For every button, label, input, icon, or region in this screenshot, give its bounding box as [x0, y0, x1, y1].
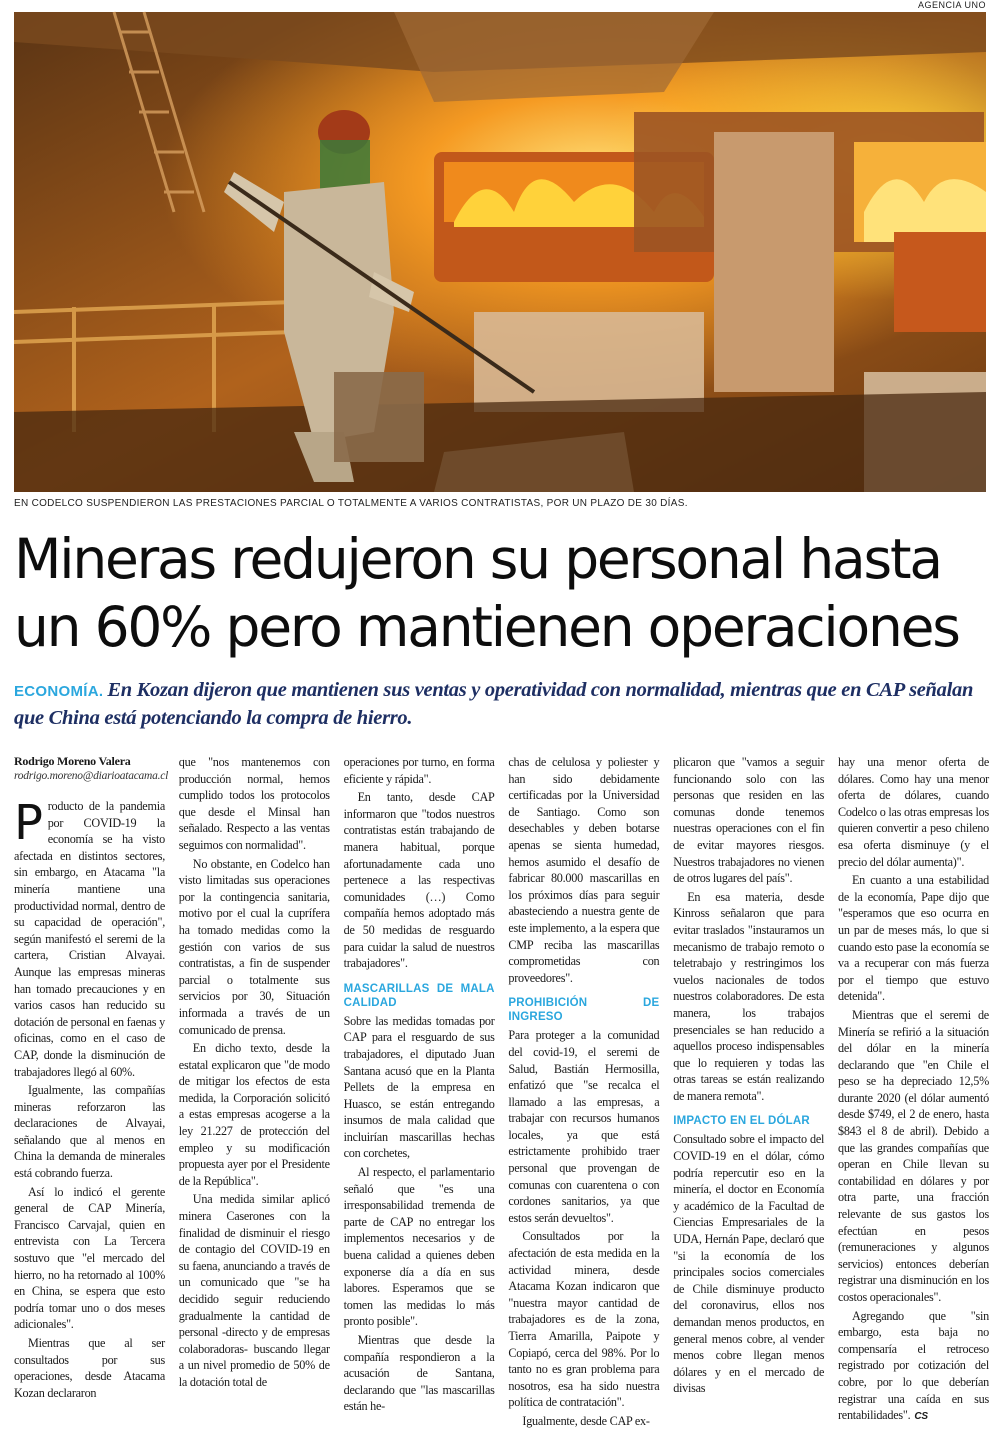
author-email[interactable]: rodrigo.moreno@diarioatacama.cl	[14, 770, 169, 782]
paragraph: Mientras que al ser consultados por sus operaciones, desde Atacama Kozan declararon	[14, 1336, 165, 1400]
paragraph-text: Agregando que "sin embargo, esta baja no compensaría el retroceso registrado por cotización del cobre, por lo que deberían registrar una caída en sus rentabilidades".	[837, 1308, 989, 1423]
paragraph	[838, 1308, 989, 1424]
paragraph: En cuanto a una estabilidad de la economía, Pape dijo que "esperamos que eso ocurra en un par de meses más, lo que si cuando esto pase la economía se va a recuperar con más fuerza por el tiempo que estuvo detenida".	[837, 873, 989, 1004]
photo-caption: EN CODELCO SUSPENDIERON LAS PRESTACIONES PARCIAL O TOTALMENTE A VARIOS CONTRATISTAS, POR UN PLAZO DE 30 DÍAS.	[14, 498, 688, 509]
article-headline	[14, 525, 989, 661]
headline-line-2: un 60% pero mantienen operaciones	[14, 595, 959, 659]
paragraph: hay una menor oferta de dólares. Como hay una menor oferta de dólares, cuando Codelco o las otras empresas los quieren convertir a peso chileno esa oferta disminuye (y el precio del dólar aumenta)".	[837, 755, 989, 869]
paragraph: En dicho texto, desde la estatal explicaron que "de modo de mitigar los efectos de esta medida, la Corporación solicitó a estas empresas acogerse a la ley 21.227 de protección del empleo y su modificación propuesta ayer por el Presidente de la República".	[178, 1041, 330, 1188]
section-kicker: ECONOMÍA.	[14, 683, 104, 700]
lead-text: En Kozan dijeron que mantienen sus ventas y operatividad con normalidad, mientras que en CAP señalan que China está potenciando la compra de hierro.	[14, 679, 974, 729]
column-4	[508, 754, 660, 1428]
paragraph: chas de celulosa y poliester y han sido debidamente certificadas por la Universidad de Santiago. Como son desechables y deben botarse apenas se sienta humedad, hemos asumido el desafío de fabricar 80.000 mascarillas en los próximos días para seguir abasteciendo a nuestra gente de este implemento, a la espera que CMP reciba las mascarillas comprometidas con proveedores".	[508, 755, 660, 985]
article-lead	[14, 676, 989, 732]
paragraph: Mientras que el seremi de Minería se refirió a la situación del dólar en la minería declarando que "en Chile el peso se ha depreciado 12,5% durante 2020 (el dólar aumentó desde $749, el 2 de enero, hasta $843 el 8 de abril). Debido a que las grandes compañías que operan en Chile llevan su contabilidad en dólares y por otra parte, una fracción relevante de sus gastos los efectúan en pesos (remuneraciones y algunos servicios) entonces deberían registrar una disminución en los costos operacionales".	[837, 1007, 989, 1304]
paragraph: Para proteger a la comunidad del covid-19, el seremi de Salud, Bastián Hermosilla, enfatizó que "se recalca el llamado a las empresas, a trabajar con recursos humanos locales, ya que está estrictamente prohibido traer personal que provengan de comunas con cuarentena o con cordones sanitarios, ya que estos serán devueltos".	[508, 1028, 660, 1225]
column-3	[343, 754, 495, 1414]
author-name: Rodrigo Moreno Valera	[14, 754, 131, 768]
paragraph: Así lo indicó el gerente general de CAP Minería, Francisco Carvajal, quien en entrevista con La Tercera sostuvo que "el mercado del hierro, no ha retornado al 100% en China, se espera que esto podría tomar uno o dos meses adicionales".	[14, 1184, 165, 1332]
paragraph: Igualmente, desde CAP ex-	[522, 1413, 650, 1428]
paragraph: Mientras que desde la compañía respondieron a la acusación de Santana, declarando que "las mascarillas están he-	[343, 1333, 495, 1414]
subhead-masks: MASCARILLAS DE MALA CALIDAD	[343, 982, 495, 1009]
paragraph	[14, 795, 165, 1080]
end-mark: CS	[914, 1411, 928, 1423]
paragraph: plicaron que "vamos a seguir funcionando solo con las personas que residen en las comunas donde tenemos nuestras operaciones con el fin de evitar mayores riesgos. Nuestros trabajadores no vienen de otros lugares del país".	[673, 755, 825, 886]
column-5	[673, 754, 825, 1396]
photo-credit: AGENCIA UNO	[917, 0, 986, 10]
column-1	[14, 754, 169, 1400]
headline-line-1: Mineras redujeron su personal hasta	[14, 527, 941, 591]
paragraph: operaciones por turno, en forma eficiente y rápida".	[343, 755, 495, 786]
paragraph: Una medida similar aplicó minera Caserones con la finalidad de disminuir el riesgo de contagio del COVID-19 en su faena, anunciando a través de un comunicado que "se ha decidido seguir reduciendo gradualmente la cantidad de personal -directo y de empresas colaboradoras- buscando llegar a un nivel promedio de 50% de la dotación total de	[178, 1192, 330, 1389]
drop-cap: P	[14, 795, 43, 851]
paragraph-text: roducto de la pandemia por COVID-19 la economía se ha visto afectada en distintos sectores, sin embargo, en Atacama "la minería mantiene una productividad normal, dentro de su capacidad de operación", según manifestó el seremi de la cartera, Cristian Alvayai. Aunque las empresas mineras han tomado precauciones y en varios casos han reducido su dotación de personal en faenas y oficinas, como en el caso de CAP, donde la disminución de trabajadores llegó al 60%.	[14, 799, 165, 1079]
paragraph: Al respecto, el parlamentario señaló que "es una irresponsabilidad tremenda de parte de CAP no entregar los implementos necesarios y de buena calidad a quienes deben exponerse día a día en sus labores. Esperamos que se tomen las medidas lo más pronto posible".	[343, 1165, 495, 1329]
paragraph: Consultado sobre el impacto del COVID-19 en el dólar, cómo podría repercutir eso en la minería, el doctor en Economía y académico de la Facultad de Ciencias Empresariales de la UDA, Hernán Pape, declaró que "si la economía de los principales socios comerciales de Chile disminuye producto del coronavirus, ellos nos demandan menos productos, en general menos cobre, al vender menos cobre llegan menos dólares y en el mercado de divisas	[673, 1132, 825, 1396]
column-6	[837, 754, 989, 1423]
smelter-worker-image	[14, 12, 986, 492]
paragraph: En esa materia, desde Kinross señalaron que para evitar traslados "instauramos un mecanismo de trabajo remoto o teletrabajo y restringimos los vuelos nacionales de todos nuestros colaboradores. De esta manera, los trabajos presenciales se han reducido a aquellos proceso indispensables que lo requieren y todas las otras tareas se están realizando de manera remota".	[673, 889, 825, 1103]
paragraph: que "nos mantenemos con producción normal, hemos cumplido todos los protocolos que desde el Minsal han señalado. Respecto a las ventas seguimos con normalidad".	[178, 755, 330, 852]
paragraph: No obstante, en Codelco han visto limitadas sus operaciones por la contingencia sanitaria, motivo por el cual la cuprífera ha tomado medidas como la gestión con varios de sus contratistas, a fin de suspender parcial o totalmente sus servicios por 30, Situación informada a través de un comunicado de prensa.	[178, 856, 330, 1037]
paragraph: Sobre las medidas tomadas por CAP para el resguardo de sus trabajadores, el diputado Juan Santana acusó que en la Planta Pellets de la empresa en Huasco, se están entregando insumos de mala calidad que incluirían mascarillas hechas con corchetes,	[343, 1013, 495, 1161]
article-body	[14, 754, 989, 1428]
paragraph: Igualmente, las compañías mineras reforzaron las declaraciones de Alvayai, señalando que al menos en China la demanda de minerales está cobrando fuerza.	[14, 1083, 165, 1181]
column-2	[178, 754, 330, 1389]
paragraph: En tanto, desde CAP informaron que "todos nuestros contratistas están trabajando de manera habitual, porque afortunadamente cada uno pertenece a las respectivas comunidades (…) Como compañía hemos adoptado más de 50 medidas de resguardo para cuidar la salud de nuestros trabajadores".	[343, 790, 495, 971]
paragraph: Consultados por la afectación de esta medida en la actividad minera, desde Atacama Kozan indicaron que "nuestra mayor cantidad de trabajadores es de la zona, Tierra Amarilla, Paipote y Copiapó, cerca del 98%. Por lo tanto no es gran problema para nosotros, esa ha sido nuestra política de contratación".	[508, 1229, 660, 1410]
article-photo	[14, 12, 986, 492]
subhead-entry-ban: PROHIBICIÓN DE INGRESO	[508, 997, 660, 1024]
subhead-dollar-impact: IMPACTO EN EL DÓLAR	[673, 1115, 810, 1128]
